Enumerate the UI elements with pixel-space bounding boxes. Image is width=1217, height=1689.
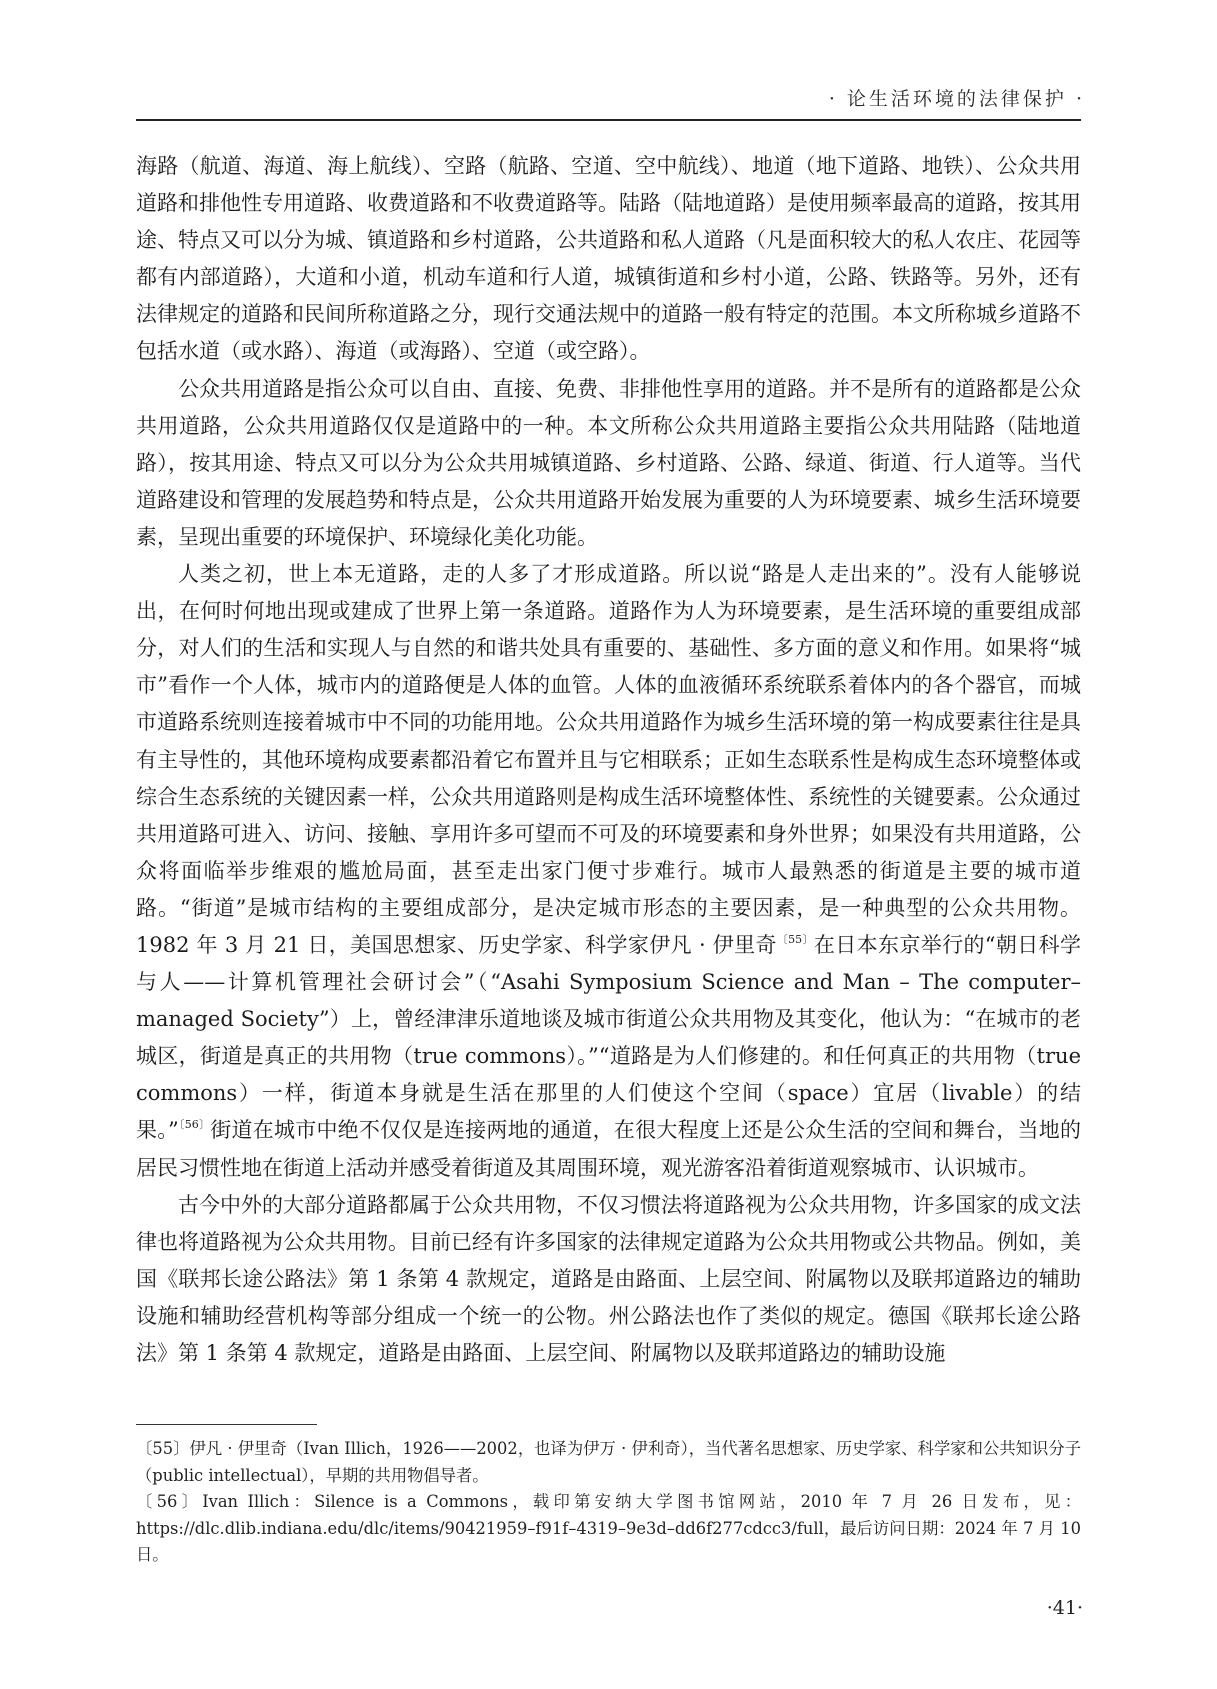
footnote-ref-55[interactable]: 〔55〕 — [776, 932, 814, 946]
footnote-rule — [136, 1424, 317, 1425]
footnote-ref-56[interactable]: 〔56〕 — [178, 1118, 211, 1132]
header-rule — [136, 119, 1081, 121]
footnote-56: 〔56〕Ivan Illich：Silence is a Commons，载印第安纳大学图书馆网站，2010 年 7 月 26 日发布，见：https://dlc.dlib.indiana.edu/dlc/items/90421959–f91f–4319–9e3d–dd6f277cdcc3/full，最后访问日期：2024 年 7 月 10 日。 — [136, 1492, 1081, 1564]
paragraph-3-part-c: 街道在城市中绝不仅仅是连接两地的通道，在很大程度上还是公众生活的空间和舞台，当地的居民习惯性地在街道上活动并感受着街道及其周围环境，观光游客沿着街道观察城市、认识城市。 — [136, 1118, 1081, 1180]
paragraph-3 — [136, 556, 1081, 1187]
footnote-55: 〔55〕伊凡 · 伊里奇（Ivan Illich，1926——2002，也译为伊万 · 伊利奇），当代著名思想家、历史学家、科学家和公共知识分子（public intellectual），早期的共用物倡导者。 — [136, 1439, 1081, 1485]
page-number: ·41· — [1046, 1597, 1083, 1619]
body-text — [136, 148, 1081, 1372]
footnotes — [136, 1436, 1081, 1569]
paragraph-3-part-a: 人类之初，世上本无道路，走的人多了才形成道路。所以说“路是人走出来的”。没有人能够说出，在何时何地出现或建成了世界上第一条道路。道路作为人为环境要素，是生活环境的重要组成部分，对人们的生活和实现人与自然的和谐共处具有重要的、基础性、多方面的意义和作用。如果将“城市”看作一个人体，城市内的道路便是人体的血管。人体的血液循环系统联系着体内的各个器官，而城市道路系统则连接着城市中不同的功能用地。公众共用道路作为城乡生活环境的第一构成要素往往是具有主导性的，其他环境构成要素都沿着它布置并且与它相联系；正如生态联系性是构成生态环境整体或综合生态系统的关键因素一样，公众共用道路则是构成生活环境整体性、系统性的关键要素。公众通过共用道路可进入、访问、接触、享用许多可望而不可及的环境要素和身外世界；如果没有共用道路，公众将面临举步维艰的尴尬局面，甚至走出家门便寸步难行。城市人最熟悉的街道是主要的城市道路。“街道”是城市结构的主要组成部分，是决定城市形态的主要因素，是一种典型的公众共用物。1982 年 3 月 21 日，美国思想家、历史学家、科学家伊凡 · 伊里奇 — [136, 562, 1081, 957]
paragraph-2: 公众共用道路是指公众可以自由、直接、免费、非排他性享用的道路。并不是所有的道路都是公众共用道路，公众共用道路仅仅是道路中的一种。本文所称公众共用道路主要指公众共用陆路（陆地道路），按其用途、特点又可以分为公众共用城镇道路、乡村道路、公路、绿道、街道、行人道等。当代道路建设和管理的发展趋势和特点是，公众共用道路开始发展为重要的人为环境要素、城乡生活环境要素，呈现出重要的环境保护、环境绿化美化功能。 — [136, 376, 1081, 549]
paragraph-4: 古今中外的大部分道路都属于公众共用物，不仅习惯法将道路视为公众共用物，许多国家的成文法律也将道路视为公众共用物。目前已经有许多国家的法律规定道路为公众共用物或公共物品。例如，美国《联邦长途公路法》第 1 条第 4 款规定，道路是由路面、上层空间、附属物以及联邦道路边的辅助设施和辅助经营机构等部分组成一个统一的公物。州公路法也作了类似的规定。德国《联邦长途公路法》第 1 条第 4 款规定，道路是由路面、上层空间、附属物以及联邦道路边的辅助设施 — [136, 1192, 1081, 1365]
paragraph-1: 海路（航道、海道、海上航线）、空路（航路、空道、空中航线）、地道（地下道路、地铁）、公众共用道路和排他性专用道路、收费道路和不收费道路等。陆路（陆地道路）是使用频率最高的道路，按其用途、特点又可以分为城、镇道路和乡村道路，公共道路和私人道路（凡是面积较大的私人农庄、花园等都有内部道路），大道和小道，机动车道和行人道，城镇街道和乡村小道，公路、铁路等。另外，还有法律规定的道路和民间所称道路之分，现行交通法规中的道路一般有特定的范围。本文所称城乡道路不包括水道（或水路）、海道（或海路）、空道（或空路）。 — [136, 154, 1081, 364]
running-header: · 论生活环境的法律保护 · — [828, 88, 1085, 110]
paragraph-3-part-b: 在日本东京举行的“朝日科学与人——计算机管理社会研讨会”（“Asahi Symposium Science and Man – The computer–managed Society”）上，曾经津津乐道地谈及城市街道公众共用物及其变化，他认为：“在城市的老城区，街道是真正的共用物（true commons）。”“道路是为人们修建的。和任何真正的共用物（true commons）一样，街道本身就是生活在那里的人们使这个空间（space）宜居（livable）的结果。” — [136, 932, 1081, 1143]
